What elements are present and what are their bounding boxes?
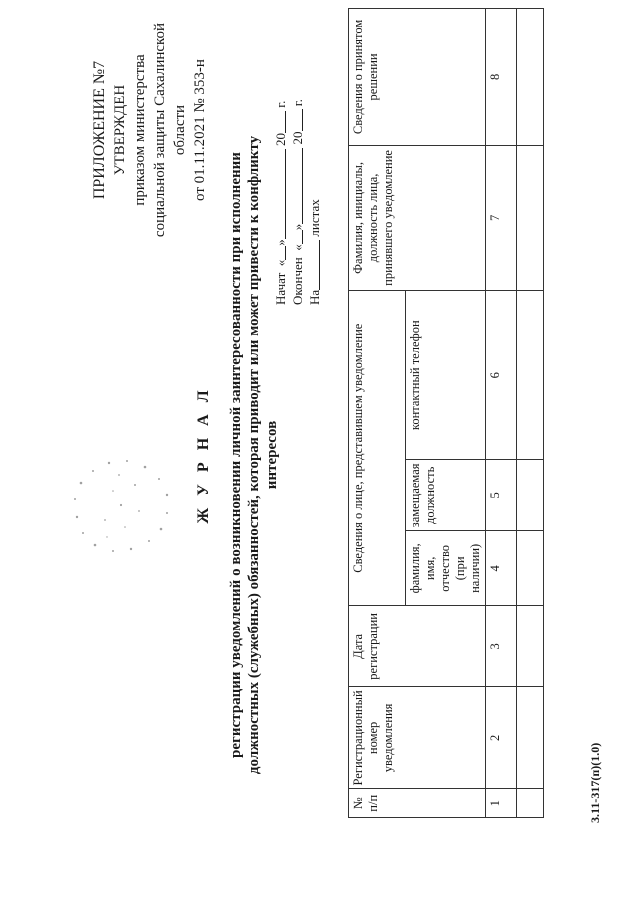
table-cell [517,789,544,818]
year-suffix: г. [290,99,305,107]
table-cell [517,606,544,687]
table-cell [517,145,544,290]
column-number: 2 [486,687,517,789]
table-cell [517,531,544,606]
year-blank [272,111,286,133]
finished-row [289,45,306,305]
column-number: 8 [486,9,517,146]
day-blank [289,230,303,244]
day-blank [272,246,286,260]
year-prefix: 20 [290,131,305,145]
sheets-row [306,45,323,305]
column-number: 4 [486,531,517,606]
table-cell [517,460,544,531]
month-blank [289,148,303,224]
year-blank [289,109,303,131]
finished-label: Окончен [290,257,305,305]
header-reg-date: Дата регистрации [349,606,486,687]
appendix-number: ПРИЛОЖЕНИЕ №7 [91,60,108,200]
journal-table [348,8,544,818]
approval-block [90,15,210,245]
table-row [517,9,544,818]
faded-stamp-icon [55,435,195,575]
column-number: 1 [486,789,517,818]
approved-label: УТВЕРЖДЕН [112,84,128,176]
header-receiver: Фамилия, инициалы, должность лица, принявшего уведомление [349,145,486,290]
quote-close: » [290,223,305,231]
quote-open: « [273,259,288,267]
journal-subheading: регистрации уведомлений о возникновении личной заинтересованности при исполнении должностных (служебных) обязанностей, которая приводит или может привести к конфликту интересов [228,135,280,775]
table-header-row [349,9,406,818]
journal-dates-block [272,45,323,305]
document-code: 3.11-317(п)(1.0) [588,742,602,823]
header-no: № п/п [349,789,486,818]
header-decision: Сведения о принятом решении [349,9,486,146]
journal-title-block [195,45,281,865]
year-suffix: г. [273,100,288,108]
header-fio: фамилия, имя, отчество (при наличии) [406,531,486,606]
started-label: Начат [273,272,288,305]
header-reg-number: Регистрационный номер уведомления [349,687,486,789]
journal-heading: Ж У Р Н А Л [195,386,212,524]
column-number: 5 [486,460,517,531]
sheets-label: листах [307,199,322,237]
column-number: 7 [486,145,517,290]
sheets-blank [306,240,320,290]
header-person-group: Сведения о лице, представившем уведомление [349,290,406,605]
month-blank [272,149,286,239]
column-numbers-row [486,9,517,818]
header-position: замещаемая должность [406,460,486,531]
column-number: 3 [486,606,517,687]
year-prefix: 20 [273,132,288,146]
column-number: 6 [486,290,517,459]
started-row [272,45,289,305]
quote-open: « [290,244,305,251]
header-phone: контактный телефон [406,290,486,459]
table-cell [517,290,544,459]
quote-close: » [273,239,288,246]
table-cell [517,9,544,146]
on-label: На [307,289,322,305]
order-date-line: от 01.11.2021 № 353-н [192,59,208,201]
table-cell [517,687,544,789]
order-line: приказом министерства [132,54,148,206]
ministry-line: социальной защиты Сахалинской области [152,22,188,238]
